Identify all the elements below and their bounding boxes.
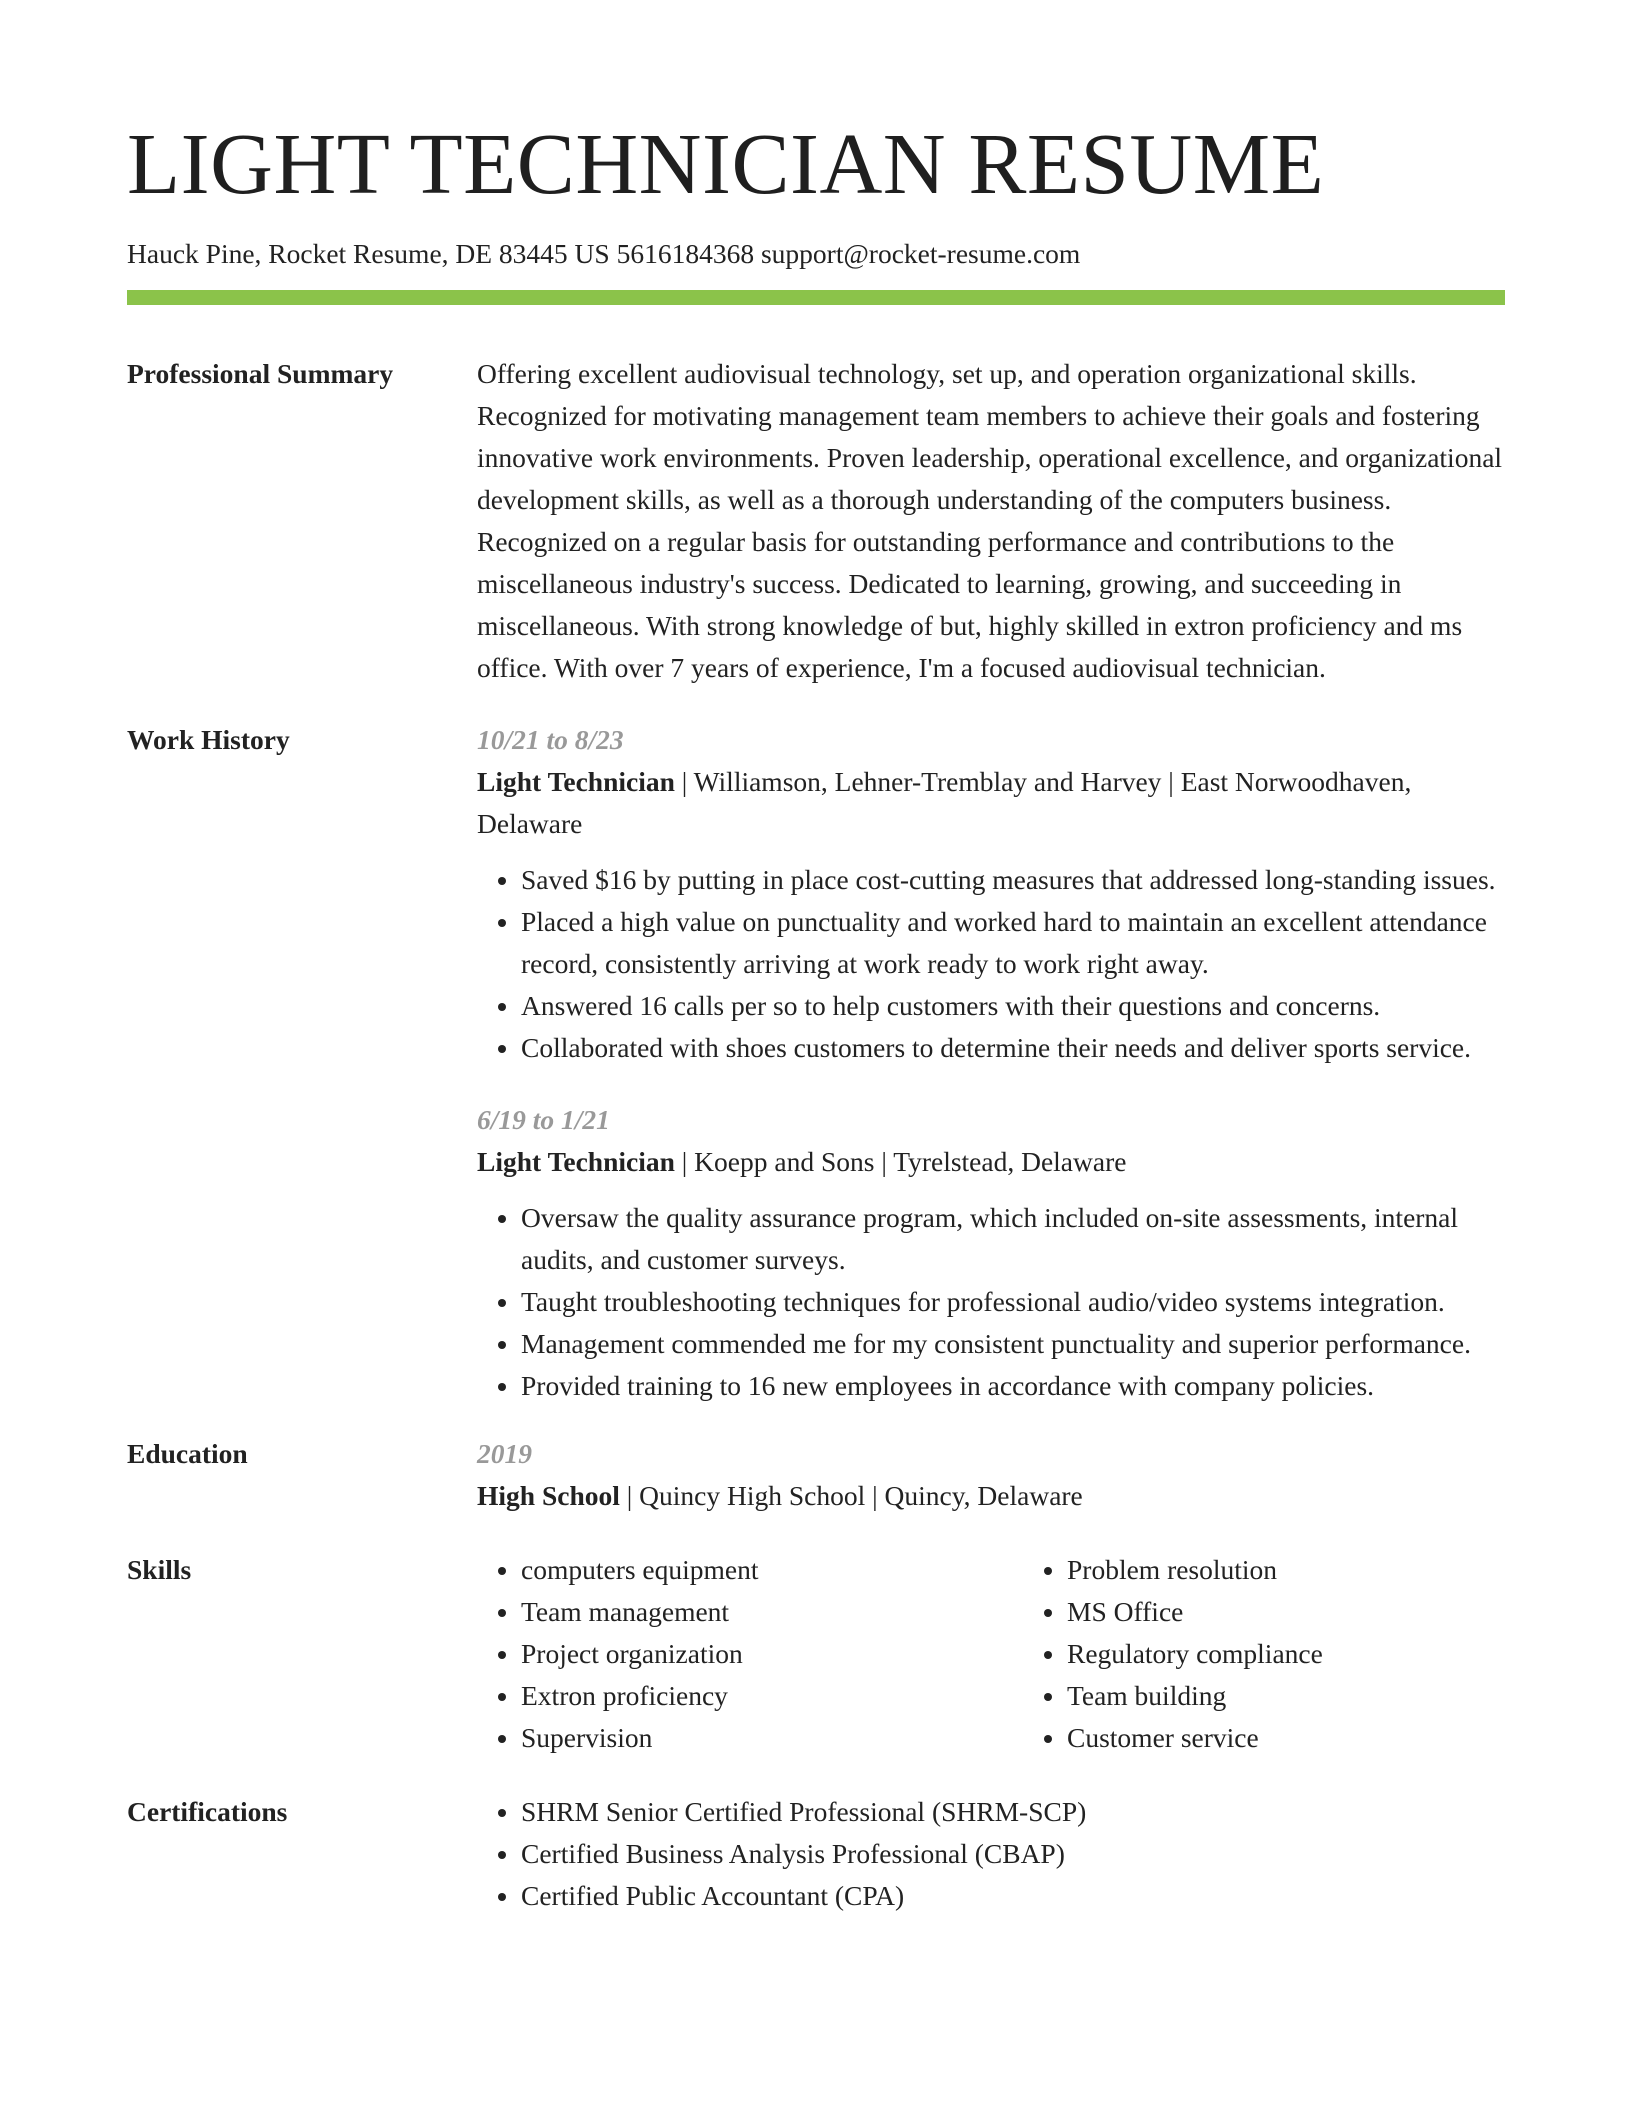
section-label-summary: Professional Summary bbox=[127, 358, 394, 389]
resume-title: LIGHT TECHNICIAN RESUME bbox=[127, 115, 1325, 212]
skill-item: • Team management bbox=[521, 1591, 1023, 1633]
skill-item: • Extron proficiency bbox=[521, 1675, 1023, 1717]
work-history-body bbox=[477, 719, 1505, 1407]
skill-item: • Project organization bbox=[521, 1633, 1023, 1675]
job-bullet: • Placed a high value on punctuality and worked hard to maintain an excellent attendance record, consistently arriving at work ready to work right away. bbox=[521, 901, 1505, 985]
education-details: | Quincy High School | Quincy, Delaware bbox=[619, 1480, 1083, 1511]
job-entry bbox=[477, 1099, 1505, 1407]
job-entry bbox=[477, 719, 1505, 1069]
summary-section bbox=[127, 353, 1505, 689]
job-heading bbox=[477, 761, 1505, 845]
job-heading bbox=[477, 1141, 1505, 1183]
work-history-section bbox=[127, 719, 1505, 1407]
job-details: | Koepp and Sons | Tyrelstead, Delaware bbox=[674, 1146, 1127, 1177]
skills-section bbox=[127, 1549, 1505, 1759]
skills-grid bbox=[477, 1549, 1569, 1759]
section-label-certifications: Certifications bbox=[127, 1796, 288, 1827]
summary-text: Offering excellent audiovisual technology, set up, and operation organizational skills. Recognized for motivating management team members to achieve their goals and fostering innovative work environments. Proven leadership, operational excellence, and organizational development skills, as well as a thorough understanding of the computers business. Recognized on a regular basis for outstanding performance and contributions to the miscellaneous industry's success. Dedicated to learning, growing, and succeeding in miscellaneous. With strong knowledge of but, highly skilled in extron proficiency and ms office. With over 7 years of experience, I'm a focused audiovisual technician. bbox=[477, 358, 1503, 683]
skills-column-left bbox=[477, 1549, 1023, 1759]
section-label-work-history: Work History bbox=[127, 724, 290, 755]
education-year: 2019 bbox=[477, 1438, 532, 1469]
job-title: Light Technician bbox=[477, 766, 675, 797]
job-bullet: • Saved $16 by putting in place cost-cutting measures that addressed long-standing issues. bbox=[521, 859, 1505, 901]
job-dates: 6/19 to 1/21 bbox=[477, 1104, 610, 1135]
certification-item: • Certified Business Analysis Professional (CBAP) bbox=[521, 1833, 1505, 1875]
contact-line: Hauck Pine, Rocket Resume, DE 83445 US 5616184368 support@rocket-resume.com bbox=[127, 238, 1081, 269]
job-bullets bbox=[477, 859, 1505, 1069]
certifications-list bbox=[477, 1791, 1505, 1917]
job-bullet: • Provided training to 16 new employees in accordance with company policies. bbox=[521, 1365, 1505, 1407]
job-bullet: • Management commended me for my consistent punctuality and superior performance. bbox=[521, 1323, 1505, 1365]
section-label-skills: Skills bbox=[127, 1554, 192, 1585]
certification-item: • SHRM Senior Certified Professional (SHRM-SCP) bbox=[521, 1791, 1505, 1833]
certification-item: • Certified Public Accountant (CPA) bbox=[521, 1875, 1505, 1917]
education-body bbox=[477, 1433, 1505, 1517]
job-bullet: • Answered 16 calls per so to help customers with their questions and concerns. bbox=[521, 985, 1505, 1027]
skill-item: • MS Office bbox=[1067, 1591, 1569, 1633]
education-degree: High School bbox=[477, 1480, 620, 1511]
certifications-body bbox=[477, 1791, 1505, 1917]
job-details: | Williamson, Lehner-Tremblay and Harvey | East Norwoodhaven, Delaware bbox=[477, 766, 1412, 839]
education-section bbox=[127, 1433, 1505, 1517]
header-divider bbox=[127, 290, 1505, 305]
skill-item: • Regulatory compliance bbox=[1067, 1633, 1569, 1675]
education-heading bbox=[477, 1475, 1505, 1517]
job-bullet: • Collaborated with shoes customers to determine their needs and deliver sports service. bbox=[521, 1027, 1505, 1069]
job-bullets bbox=[477, 1197, 1505, 1407]
job-dates: 10/21 to 8/23 bbox=[477, 724, 624, 755]
skill-item: • computers equipment bbox=[521, 1549, 1023, 1591]
certifications-section bbox=[127, 1791, 1505, 1917]
job-bullet: • Taught troubleshooting techniques for professional audio/video systems integration. bbox=[521, 1281, 1505, 1323]
skill-item: • Problem resolution bbox=[1067, 1549, 1569, 1591]
skill-item: • Customer service bbox=[1067, 1717, 1569, 1759]
skill-item: • Team building bbox=[1067, 1675, 1569, 1717]
job-title: Light Technician bbox=[477, 1146, 675, 1177]
job-bullet: • Oversaw the quality assurance program, which included on-site assessments, internal audits, and customer surveys. bbox=[521, 1197, 1505, 1281]
skill-item: • Supervision bbox=[521, 1717, 1023, 1759]
skills-column-right bbox=[1023, 1549, 1569, 1759]
section-label-education: Education bbox=[127, 1438, 248, 1469]
